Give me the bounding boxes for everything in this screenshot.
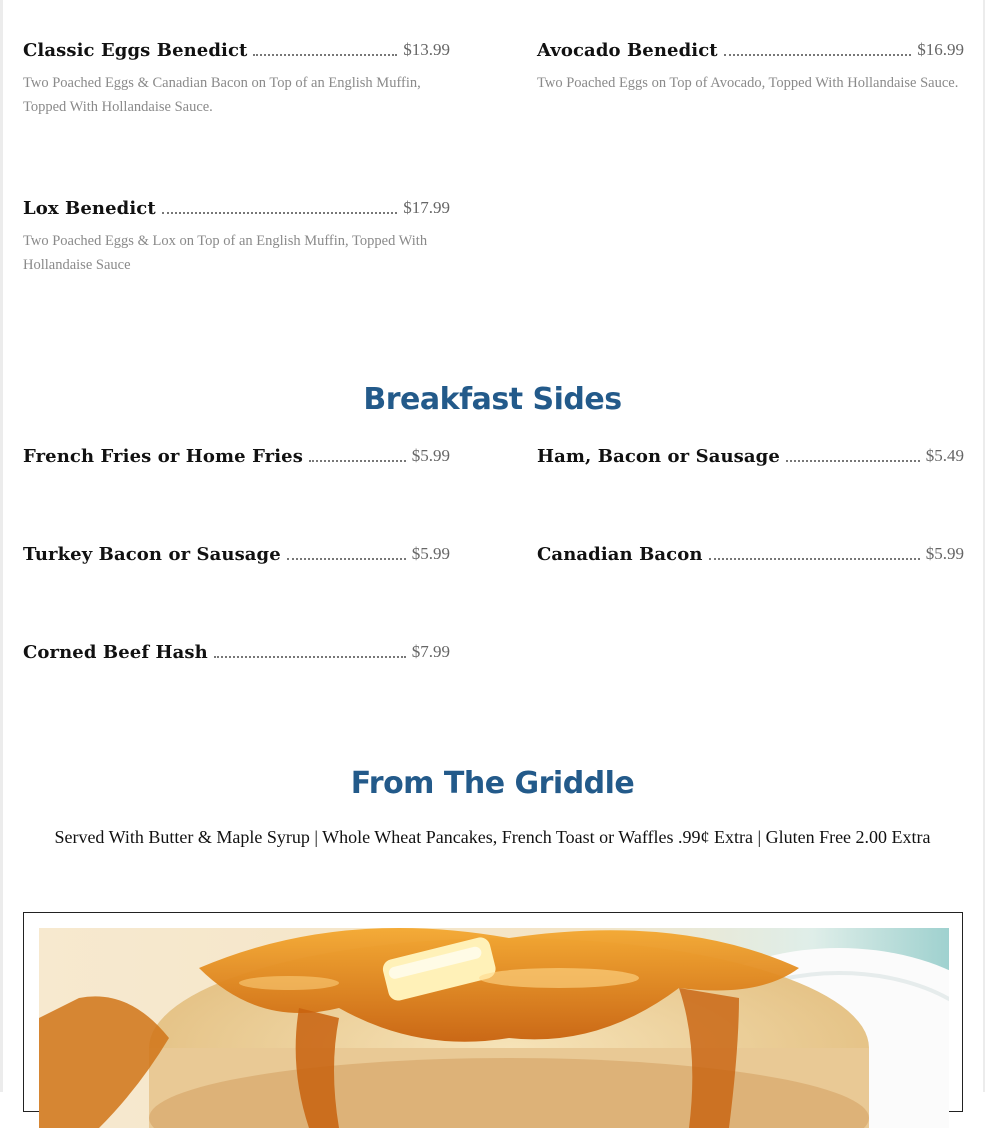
menu-item-french-fries: [23, 439, 450, 467]
menu-item-price: $5.49: [925, 446, 964, 465]
section-title-breakfast-sides: Breakfast Sides: [363, 382, 622, 417]
menu-item-price: $5.99: [925, 544, 964, 563]
menu-item-name: French Fries or Home Fries: [23, 446, 303, 467]
menu-item-header: [23, 439, 450, 467]
griddle-serving-note: Served With Butter & Maple Syrup | Whole Wheat Pancakes, French Toast or Waffles .99¢ Extra | Gluten Free 2.00 Extra: [54, 827, 931, 847]
menu-item-canadian-bacon: [537, 537, 964, 565]
dotted-leader: [309, 460, 406, 462]
dotted-leader: [287, 558, 406, 560]
menu-item-price: $17.99: [403, 198, 450, 217]
menu-item-header: [23, 191, 450, 219]
dotted-leader: [709, 558, 920, 560]
menu-item-description: Two Poached Eggs on Top of Avocado, Topped With Hollandaise Sauce.: [537, 75, 959, 91]
page-left-edge: [0, 0, 3, 1092]
dotted-leader: [253, 54, 397, 56]
menu-item-name: Canadian Bacon: [537, 544, 703, 565]
menu-item-header: [23, 635, 450, 663]
menu-item-header: [537, 33, 964, 61]
menu-item-lox-benedict: [23, 191, 450, 277]
menu-item-header: [537, 439, 964, 467]
menu-item-turkey-bacon: [23, 537, 450, 565]
menu-item-price: $5.99: [411, 446, 450, 465]
menu-item-name: Lox Benedict: [23, 198, 156, 219]
menu-item-description: Two Poached Eggs & Canadian Bacon on Top of an English Muffin, Topped With Hollandaise Sauce.: [23, 75, 421, 115]
menu-item-avocado-benedict: [537, 33, 964, 95]
menu-item-price: $13.99: [403, 40, 450, 59]
menu-item-name: Corned Beef Hash: [23, 642, 208, 663]
menu-item-corned-beef-hash: [23, 635, 450, 663]
menu-item-name: Classic Eggs Benedict: [23, 40, 248, 61]
dotted-leader: [786, 460, 920, 462]
menu-item-classic-eggs-benedict: [23, 33, 450, 119]
menu-item-ham-bacon-sausage: [537, 439, 964, 467]
dotted-leader: [214, 656, 406, 658]
menu-item-price: $5.99: [411, 544, 450, 563]
menu-item-price: $16.99: [917, 40, 964, 59]
menu-item-header: [537, 537, 964, 565]
menu-item-price: $7.99: [411, 642, 450, 661]
pancake-image-frame: [23, 912, 963, 1112]
menu-item-header: [23, 33, 450, 61]
menu-item-name: Ham, Bacon or Sausage: [537, 446, 780, 467]
pancake-photo: [39, 928, 949, 1128]
dotted-leader: [724, 54, 912, 56]
menu-item-header: [23, 537, 450, 565]
menu-item-name: Turkey Bacon or Sausage: [23, 544, 281, 565]
section-title-from-the-griddle: From The Griddle: [350, 766, 635, 801]
menu-item-description: Two Poached Eggs & Lox on Top of an English Muffin, Topped With Hollandaise Sauce: [23, 233, 428, 273]
menu-item-name: Avocado Benedict: [537, 40, 718, 61]
dotted-leader: [162, 212, 397, 214]
